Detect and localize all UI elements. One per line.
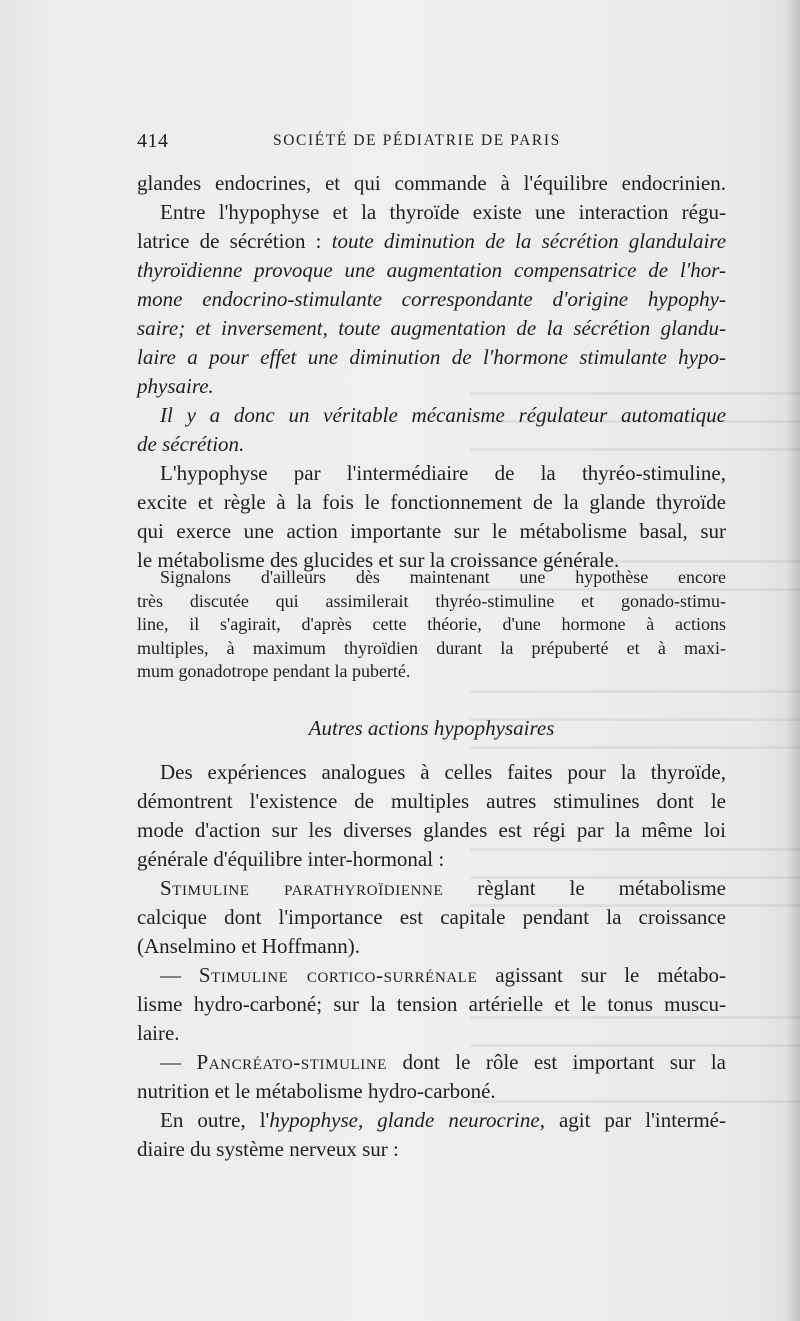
text-line: Des expériences analogues à celles faites pour la thyroïde, (160, 760, 726, 784)
text-line: générale d'équilibre inter-hormonal : (137, 847, 445, 871)
text-line: mone endocrino-stimulante correspondante d'origine hypophy- (137, 287, 726, 311)
text-line: de sécrétion. (137, 432, 245, 456)
text-line (137, 227, 726, 256)
small-caps-term: Stimuline cortico-surrénale (198, 963, 478, 987)
page-spine-shadow (786, 0, 800, 1321)
emphasis-run: hypophyse, glande neurocrine, (269, 1108, 545, 1132)
text-line: Signalons d'ailleurs dès maintenant une hypothèse encore (160, 567, 726, 587)
text-line: diaire du système nerveux sur : (137, 1137, 399, 1161)
text-line: très discutée qui assimilerait thyréo-stimuline et gonado-stimu- (137, 590, 726, 611)
text-line (137, 1048, 726, 1077)
text-run: agissant sur le métabo- (477, 963, 727, 987)
text-line: multiples, à maximum thyroïdien durant la prépuberté et à maxi- (137, 637, 726, 658)
text-line: démontrent l'existence de multiples autres stimulines dont le (137, 789, 726, 813)
text-run: latrice de sécrétion : (137, 229, 322, 253)
text-line: glandes endocrines, et qui commande à l'équilibre endocrinien. (137, 171, 726, 195)
text-line: L'hypophyse par l'intermédiaire de la thyréo-stimuline, (160, 461, 726, 485)
text-line: saire; et inversement, toute augmentation de la sécrétion glandu- (137, 316, 726, 340)
text-line: thyroïdienne provoque une augmentation compensatrice de l'hor- (137, 258, 726, 282)
text-line: mum gonadotrope pendant la puberté. (137, 661, 411, 681)
page-header (137, 130, 727, 158)
text-run: agit par l'intermé- (544, 1108, 726, 1132)
text-run: dont le rôle est important sur la (387, 1050, 726, 1074)
text-line: mode d'action sur les diverses glandes est régi par la même loi (137, 818, 726, 842)
text-line: line, il s'agirait, d'après cette théorie, d'une hormone à actions (137, 614, 726, 634)
paragraph-block-3 (137, 758, 726, 1164)
text-line: excite et règle à la fois le fonctionnement de la glande thyroïde (137, 490, 726, 514)
dash-run: — (160, 963, 199, 987)
text-line: calcique dont l'importance est capitale pendant la croissance (137, 905, 726, 929)
text-line: (Anselmino et Hoffmann). (137, 934, 360, 958)
dash-run: — (160, 1050, 197, 1074)
text-line: laire a pour effet une diminution de l'hormone stimulante hypo- (137, 345, 726, 369)
text-line: Il y a donc un véritable mécanisme régulateur automatique (160, 403, 726, 427)
text-line (137, 874, 726, 903)
section-heading: Autres actions hypophysaires (308, 716, 555, 740)
small-caps-term: Stimuline parathyroïdienne (160, 876, 444, 900)
paragraph-block-1 (137, 169, 726, 575)
page-number: 414 (137, 130, 169, 152)
paragraph-block-2 (137, 566, 726, 684)
text-line (137, 1106, 726, 1135)
text-line: lisme hydro-carboné; sur la tension artérielle et le tonus muscu- (137, 992, 726, 1016)
running-head: SOCIÉTÉ DE PÉDIATRIE DE PARIS (273, 132, 561, 149)
text-line (137, 961, 726, 990)
text-line: Entre l'hypophyse et la thyroïde existe une interaction régu- (160, 200, 726, 224)
text-line: qui exerce une action importante sur le métabolisme basal, sur (137, 519, 726, 543)
text-line: laire. (137, 1021, 180, 1045)
text-line: le métabolisme des glucides et sur la croissance générale. (137, 548, 620, 572)
text-run: En outre, l' (160, 1108, 270, 1132)
text-line: nutrition et le métabolisme hydro-carboné. (137, 1079, 496, 1103)
emphasis-run: toute diminution de la sécrétion glandulaire (331, 229, 727, 253)
text-run: règlant le métabolisme (477, 876, 726, 900)
text-line: physaire. (137, 374, 214, 398)
small-caps-term: Pancréato-stimuline (196, 1050, 388, 1074)
